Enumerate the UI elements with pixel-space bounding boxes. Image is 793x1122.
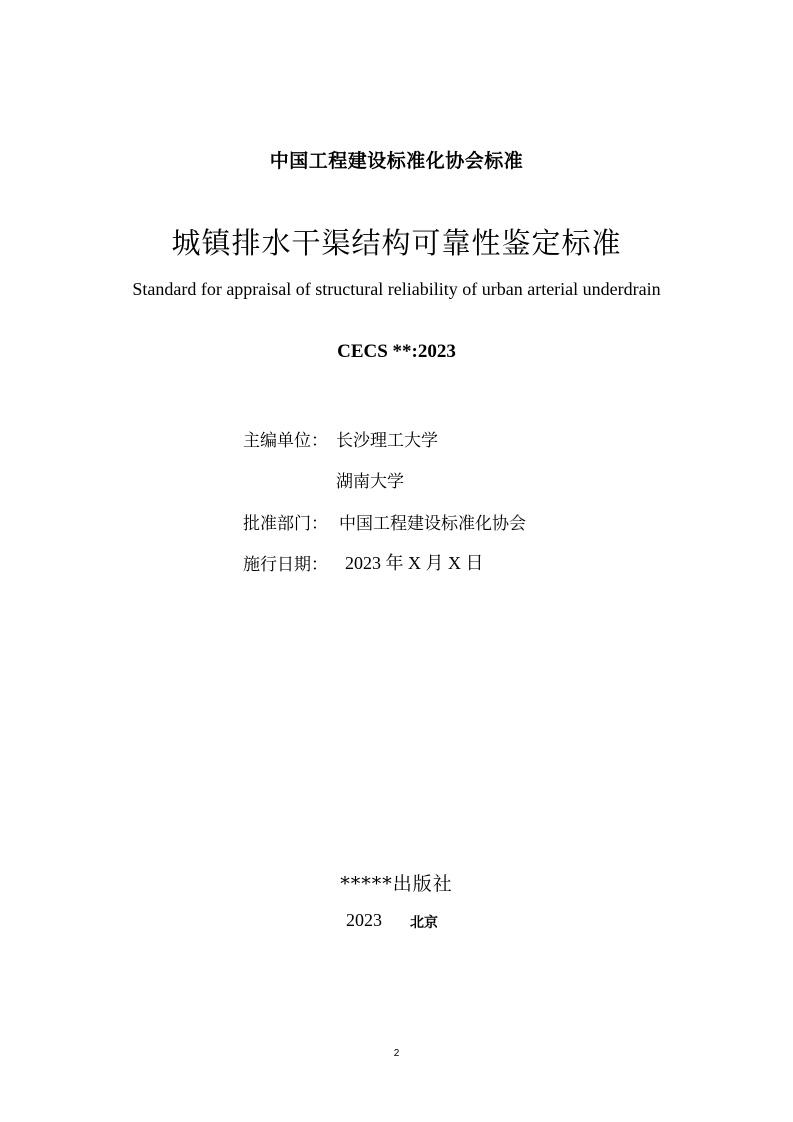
publication-city: 北京	[410, 915, 438, 931]
approver-label: 批准部门：	[243, 514, 328, 534]
editor-unit-2: 湖南大学	[336, 472, 404, 492]
editor-label: 主编单位：	[243, 431, 328, 451]
document-title: 城镇排水干渠结构可靠性鉴定标准	[171, 226, 622, 260]
effective-date-label: 施行日期：	[243, 555, 328, 575]
standard-code: CECS **:2023	[337, 341, 456, 362]
page-number: 2	[393, 1048, 400, 1059]
editor-unit-1: 长沙理工大学	[336, 431, 438, 451]
publication-year: 2023	[346, 910, 382, 930]
approver-value: 中国工程建设标准化协会	[339, 514, 526, 534]
effective-date-value: 2023 年 X 月 X 日	[345, 553, 484, 573]
document-title-english: Standard for appraisal of structural reliability of urban arterial underdrain	[132, 279, 661, 299]
org-standard-heading: 中国工程建设标准化协会标准	[269, 150, 524, 172]
publisher-name: *****出版社	[340, 873, 453, 895]
